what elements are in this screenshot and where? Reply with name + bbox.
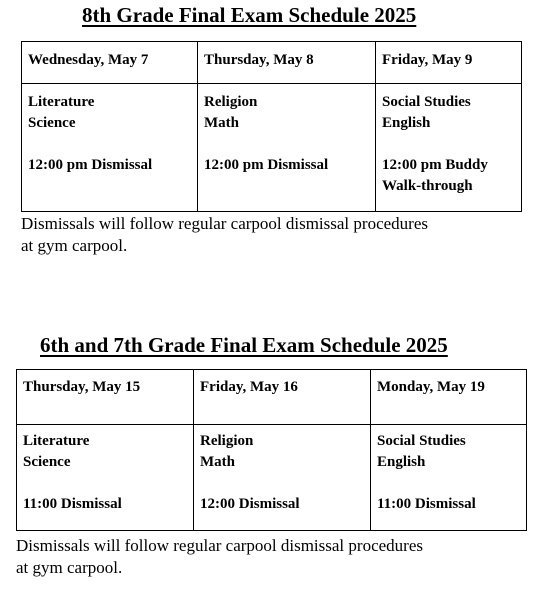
dismissal-time: 12:00 pm Dismissal xyxy=(28,157,153,173)
table-header-row xyxy=(22,42,522,84)
day-header: Thursday, May 8 xyxy=(198,42,376,84)
schedule-8th-title: 8th Grade Final Exam Schedule 2025 xyxy=(82,3,417,27)
schedule-6th-7th-table xyxy=(16,369,527,531)
day-cell xyxy=(17,425,194,531)
day-header: Wednesday, May 7 xyxy=(22,42,198,84)
dismissal-note: Dismissals will follow regular carpool dismissal procedures at gym carpool. xyxy=(16,536,423,577)
day-header: Thursday, May 15 xyxy=(17,370,194,425)
schedule-6th-7th-title: 6th and 7th Grade Final Exam Schedule 2025 xyxy=(40,333,448,357)
exam-subjects: Religion Math xyxy=(204,94,258,131)
exam-subjects: Social Studies English xyxy=(377,433,466,470)
dismissal-time: 11:00 Dismissal xyxy=(23,496,122,512)
table-header-row xyxy=(17,370,527,425)
dismissal-time: 11:00 Dismissal xyxy=(377,496,476,512)
day-header: Friday, May 16 xyxy=(194,370,371,425)
day-cell xyxy=(194,425,371,531)
day-cell xyxy=(376,84,522,212)
day-cell xyxy=(198,84,376,212)
schedule-8th-table xyxy=(21,41,522,212)
exam-subjects: Literature Science xyxy=(23,433,90,470)
table-row xyxy=(17,425,527,531)
day-header: Friday, May 9 xyxy=(376,42,522,84)
dismissal-time: 12:00 pm Buddy Walk-through xyxy=(382,157,488,194)
dismissal-time: 12:00 pm Dismissal xyxy=(204,157,329,173)
exam-subjects: Social Studies English xyxy=(382,94,471,131)
dismissal-note: Dismissals will follow regular carpool dismissal procedures at gym carpool. xyxy=(21,214,428,255)
table-row xyxy=(22,84,522,212)
day-cell xyxy=(22,84,198,212)
day-cell xyxy=(371,425,527,531)
exam-subjects: Religion Math xyxy=(200,433,254,470)
exam-subjects: Literature Science xyxy=(28,94,95,131)
dismissal-time: 12:00 Dismissal xyxy=(200,496,300,512)
day-header: Monday, May 19 xyxy=(371,370,527,425)
